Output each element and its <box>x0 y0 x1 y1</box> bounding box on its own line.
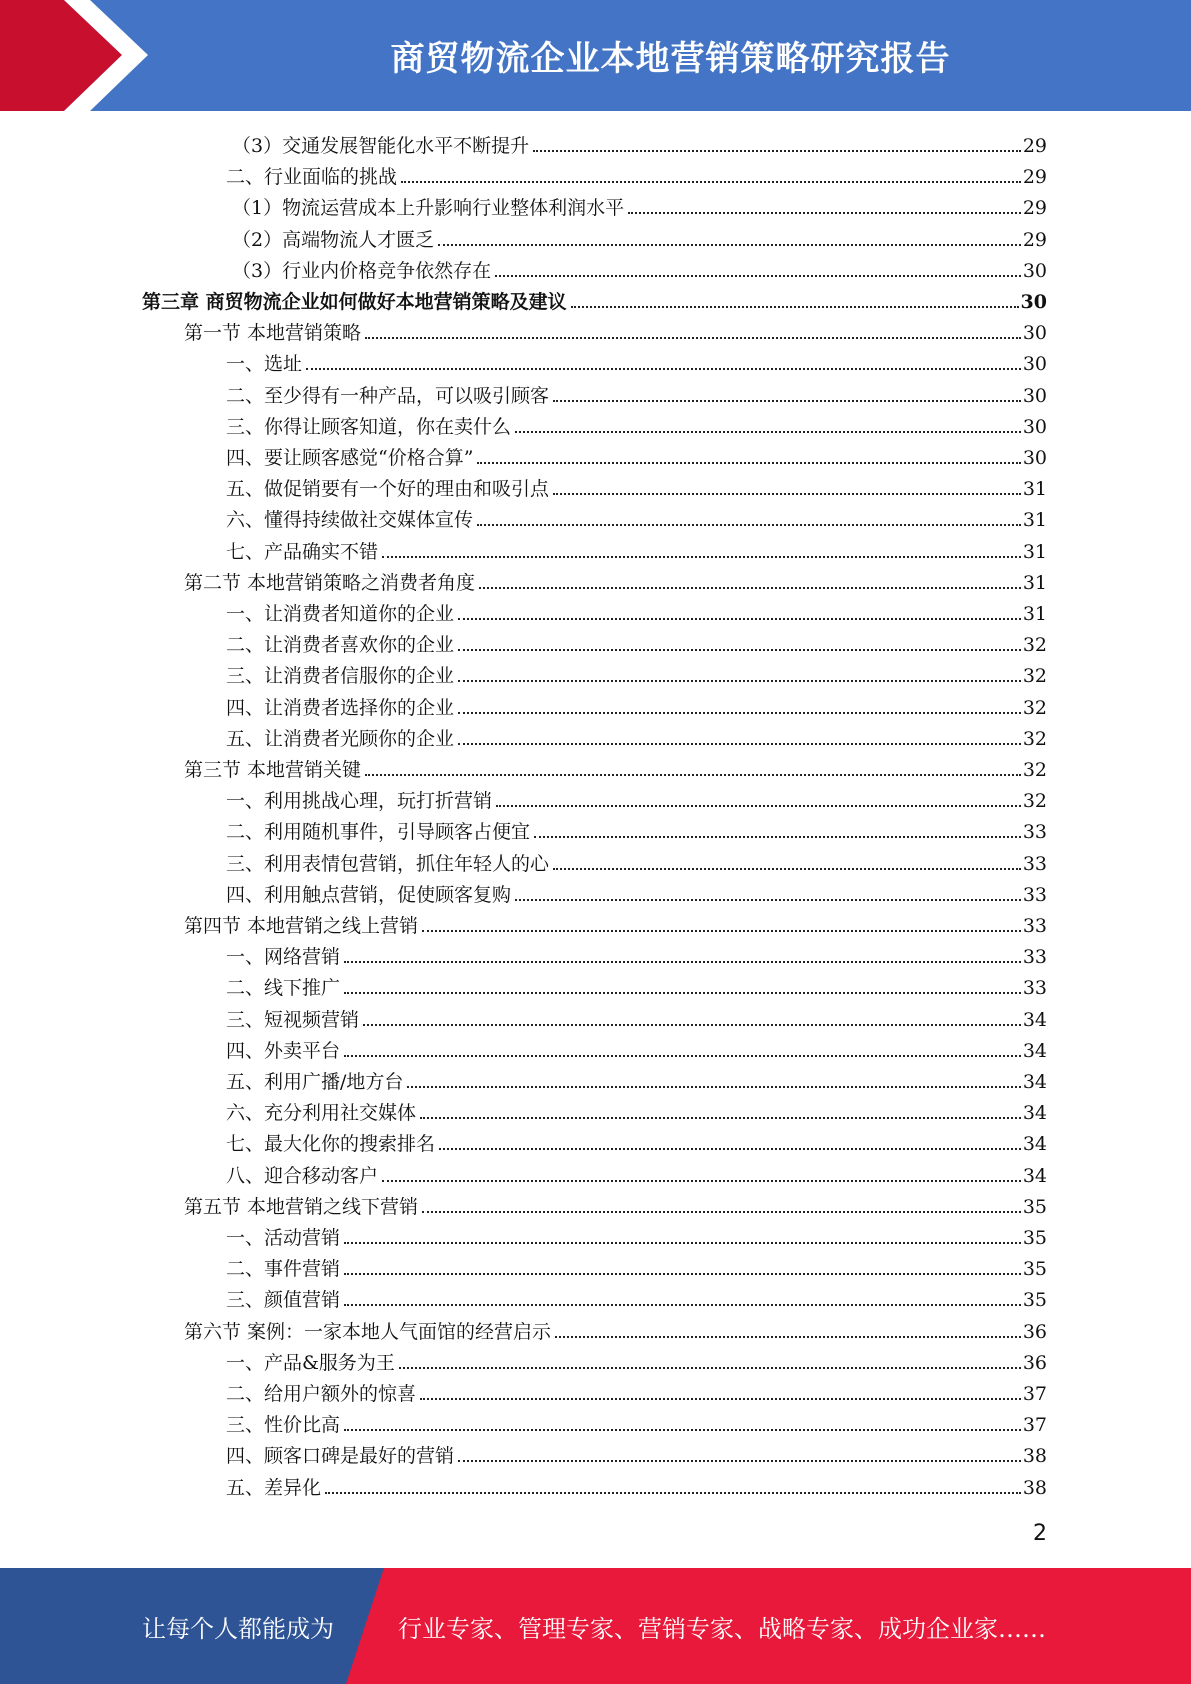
toc-entry-label: 四、让消费者选择你的企业 <box>226 696 455 719</box>
toc-dot-leader <box>382 556 1021 558</box>
toc-entry-label: 一、活动营销 <box>226 1227 341 1249</box>
toc-entry-page: 31 <box>1022 571 1047 594</box>
toc-entry-page: 32 <box>1022 727 1047 750</box>
toc-dot-leader <box>344 992 1021 994</box>
toc-item-entry[interactable] <box>226 1219 1047 1250</box>
toc-entry-label: 四、外卖平台 <box>226 1039 341 1062</box>
toc-dot-leader <box>365 337 1021 339</box>
toc-item-entry[interactable] <box>226 1001 1047 1032</box>
toc-dot-leader <box>458 712 1021 714</box>
toc-entry-label: 第一节 本地营销策略 <box>184 322 362 345</box>
toc-item-entry[interactable] <box>226 408 1047 439</box>
toc-section-entry[interactable] <box>184 564 1047 595</box>
toc-entry-page: 36 <box>1022 1320 1047 1343</box>
toc-entry-page: 34 <box>1022 1164 1047 1187</box>
toc-entry-page: 35 <box>1022 1227 1047 1249</box>
toc-item-entry[interactable] <box>226 501 1047 532</box>
toc-dot-leader <box>496 805 1021 807</box>
toc-entry-label: 六、充分利用社交媒体 <box>226 1102 417 1125</box>
toc-entry-label: 二、让消费者喜欢你的企业 <box>226 634 455 657</box>
toc-entry-label: （1）物流运营成本上升影响行业整体利润水平 <box>232 197 625 220</box>
toc-entry-label: 八、迎合移动客户 <box>226 1164 379 1187</box>
toc-dot-leader <box>477 524 1021 526</box>
toc-entry-label: 一、利用挑战心理，玩打折营销 <box>226 790 493 813</box>
toc-dot-leader <box>399 1367 1021 1369</box>
toc-chapter-entry[interactable] <box>142 283 1047 314</box>
toc-item-entry[interactable] <box>226 377 1047 408</box>
page-header <box>0 0 1191 111</box>
toc-dot-leader <box>420 1398 1021 1400</box>
toc-dot-leader <box>553 868 1021 870</box>
toc-entry-page: 30 <box>1022 259 1047 282</box>
page-number: 2 <box>1033 1521 1047 1546</box>
toc-entry-label: 第三节 本地营销关键 <box>184 759 362 781</box>
toc-entry-page: 30 <box>1022 353 1047 376</box>
toc-entry-page: 29 <box>1022 166 1047 189</box>
toc-entry-label: 二、行业面临的挑战 <box>226 166 398 189</box>
toc-entry-label: 五、做促销要有一个好的理由和吸引点 <box>226 478 550 501</box>
toc-item-entry[interactable] <box>226 1125 1047 1156</box>
toc-item-entry[interactable] <box>226 1344 1047 1375</box>
toc-entry-page: 35 <box>1022 1289 1047 1312</box>
toc-entry-label: 六、懂得持续做社交媒体宣传 <box>226 509 474 532</box>
toc-item-entry[interactable] <box>232 189 1047 220</box>
toc-entry-page: 32 <box>1022 665 1047 688</box>
toc-entry-label: 二、利用随机事件，引导顾客占便宜 <box>226 821 531 844</box>
toc-item-entry[interactable] <box>226 782 1047 813</box>
toc-entry-label: 三、颜值营销 <box>226 1289 341 1312</box>
toc-section-entry[interactable] <box>184 751 1047 782</box>
footer-slogan-right: 行业专家、管理专家、营销专家、战略专家、成功企业家…… <box>398 1614 1046 1643</box>
toc-entry-label: 二、事件营销 <box>226 1258 341 1281</box>
toc-entry-label: 一、产品&服务为王 <box>226 1351 395 1374</box>
toc-item-entry[interactable] <box>226 1157 1047 1188</box>
toc-entry-page: 31 <box>1022 603 1047 625</box>
toc-dot-leader <box>422 930 1021 932</box>
toc-entry-label: （3）交通发展智能化水平不断提升 <box>232 135 530 157</box>
toc-item-entry[interactable] <box>226 969 1047 1000</box>
toc-entry-page: 33 <box>1022 821 1047 844</box>
toc-entry-label: 一、选址 <box>226 353 303 376</box>
toc-entry-label: 三、短视频营销 <box>226 1008 360 1031</box>
toc-section-entry[interactable] <box>184 314 1047 345</box>
toc-dot-leader <box>365 774 1021 776</box>
toc-item-entry[interactable] <box>226 689 1047 720</box>
toc-item-entry[interactable] <box>226 1094 1047 1125</box>
toc-entry-page: 37 <box>1022 1383 1047 1405</box>
toc-item-entry[interactable] <box>226 439 1047 470</box>
toc-entry-page: 32 <box>1022 696 1047 719</box>
toc-item-entry[interactable] <box>226 876 1047 907</box>
toc-dot-leader <box>534 836 1021 838</box>
toc-dot-leader <box>553 493 1021 495</box>
toc-entry-label: 七、最大化你的搜索排名 <box>226 1133 436 1156</box>
toc-item-entry[interactable] <box>226 657 1047 688</box>
toc-dot-leader <box>344 1242 1021 1244</box>
toc-entry-page: 34 <box>1022 1102 1047 1125</box>
toc-dot-leader <box>533 150 1021 152</box>
toc-dot-leader <box>382 1180 1021 1182</box>
toc-item-entry[interactable] <box>226 845 1047 876</box>
toc-entry-label: 第四节 本地营销之线上营销 <box>184 915 419 937</box>
toc-entry-label: 五、差异化 <box>226 1476 322 1499</box>
toc-dot-leader <box>439 1148 1021 1150</box>
toc-item-entry[interactable] <box>226 1375 1047 1406</box>
toc-entry-page: 29 <box>1022 228 1047 251</box>
toc-section-entry[interactable] <box>184 907 1047 938</box>
toc-entry-label: 第五节 本地营销之线下营销 <box>184 1195 419 1218</box>
toc-dot-leader <box>495 275 1021 277</box>
toc-dot-leader <box>325 1492 1021 1494</box>
toc-dot-leader <box>628 212 1021 214</box>
toc-item-entry[interactable] <box>226 1469 1047 1500</box>
toc-entry-page: 37 <box>1022 1414 1047 1437</box>
toc-entry-label: 三、利用表情包营销，抓住年轻人的心 <box>226 852 550 875</box>
toc-entry-page: 30 <box>1022 415 1047 438</box>
toc-dot-leader <box>438 244 1021 246</box>
toc-dot-leader <box>458 618 1021 620</box>
toc-entry-page: 30 <box>1020 291 1047 313</box>
toc-entry-label: （2）高端物流人才匮乏 <box>232 228 435 251</box>
toc-dot-leader <box>553 400 1021 402</box>
toc-dot-leader <box>479 587 1021 589</box>
toc-entry-page: 31 <box>1022 478 1047 501</box>
toc-entry-label: 一、让消费者知道你的企业 <box>226 603 455 625</box>
toc-entry-label: 二、至少得有一种产品，可以吸引顾客 <box>226 384 550 407</box>
toc-entry-page: 30 <box>1022 447 1047 469</box>
toc-entry-label: （3）行业内价格竞争依然存在 <box>232 259 492 282</box>
toc-entry-label: 四、顾客口碑是最好的营销 <box>226 1445 455 1468</box>
toc-entry-label: 五、利用广播/地方台 <box>226 1071 404 1093</box>
toc-entry-page: 38 <box>1022 1445 1047 1468</box>
toc-entry-page: 32 <box>1022 634 1047 657</box>
toc-item-entry[interactable] <box>226 938 1047 969</box>
toc-dot-leader <box>515 899 1021 901</box>
toc-entry-label: 七、产品确实不错 <box>226 540 379 563</box>
toc-dot-leader <box>458 1460 1021 1462</box>
toc-dot-leader <box>458 743 1021 745</box>
toc-entry-page: 35 <box>1022 1258 1047 1281</box>
toc-dot-leader <box>306 368 1021 370</box>
toc-item-entry[interactable] <box>226 1406 1047 1437</box>
toc-entry-label: 二、线下推广 <box>226 977 341 1000</box>
toc-item-entry[interactable] <box>226 813 1047 844</box>
toc-item-entry[interactable] <box>226 158 1047 189</box>
toc-entry-label: 二、给用户额外的惊喜 <box>226 1383 417 1405</box>
toc-entry-page: 30 <box>1022 322 1047 345</box>
toc-dot-leader <box>422 1211 1021 1213</box>
toc-dot-leader <box>344 961 1021 963</box>
toc-entry-page: 31 <box>1022 540 1047 563</box>
toc-section-entry[interactable] <box>184 1313 1047 1344</box>
toc-entry-label: 三、性价比高 <box>226 1414 341 1437</box>
report-title: 商贸物流企业本地营销策略研究报告 <box>390 39 951 79</box>
toc-entry-label: 第三章 商贸物流企业如何做好本地营销策略及建议 <box>142 291 567 313</box>
toc-item-entry[interactable] <box>226 1437 1047 1468</box>
toc-entry-page: 33 <box>1022 915 1047 937</box>
toc-section-entry[interactable] <box>184 1188 1047 1219</box>
toc-dot-leader <box>344 1304 1021 1306</box>
toc-entry-page: 32 <box>1022 790 1047 813</box>
toc-entry-page: 35 <box>1022 1195 1047 1218</box>
toc-dot-leader <box>458 680 1021 682</box>
toc-entry-page: 33 <box>1022 883 1047 906</box>
toc-entry-page: 29 <box>1022 135 1047 157</box>
toc-item-entry[interactable] <box>232 252 1047 283</box>
toc-item-entry[interactable] <box>226 1032 1047 1063</box>
toc-entry-page: 29 <box>1022 197 1047 220</box>
toc-dot-leader <box>363 1024 1021 1026</box>
toc-item-entry[interactable] <box>226 626 1047 657</box>
toc-item-entry[interactable] <box>226 1250 1047 1281</box>
toc-item-entry[interactable] <box>226 345 1047 376</box>
toc-entry-label: 四、利用触点营销，促使顾客复购 <box>226 883 512 906</box>
toc-dot-leader <box>477 462 1020 464</box>
toc-dot-leader <box>344 1429 1021 1431</box>
toc-entry-label: 四、要让顾客感觉“价格合算” <box>226 447 474 469</box>
toc-dot-leader <box>458 649 1021 651</box>
toc-entry-page: 34 <box>1022 1039 1047 1062</box>
toc-dot-leader <box>401 181 1021 183</box>
toc-item-entry[interactable] <box>226 1281 1047 1312</box>
toc-entry-page: 33 <box>1022 977 1047 1000</box>
toc-entry-page: 33 <box>1022 946 1047 969</box>
toc-dot-leader <box>420 1117 1021 1119</box>
footer-slogan-left: 让每个人都能成为 <box>142 1614 334 1643</box>
toc-dot-leader <box>407 1086 1020 1088</box>
toc-entry-page: 34 <box>1022 1133 1047 1156</box>
toc-dot-leader <box>515 431 1021 433</box>
toc-entry-page: 34 <box>1022 1071 1047 1093</box>
toc-entry-label: 三、让消费者信服你的企业 <box>226 665 455 688</box>
toc-entry-page: 31 <box>1022 509 1047 532</box>
toc-entry-page: 30 <box>1022 384 1047 407</box>
page-footer <box>0 1568 1191 1684</box>
toc-entry-label: 第六节 案例：一家本地人气面馆的经营启示 <box>184 1320 552 1343</box>
toc-item-entry[interactable] <box>232 127 1047 158</box>
toc-item-entry[interactable] <box>226 720 1047 751</box>
toc-dot-leader <box>344 1055 1021 1057</box>
toc-item-entry[interactable] <box>226 595 1047 626</box>
toc-entry-label: 一、网络营销 <box>226 946 341 969</box>
toc-dot-leader <box>555 1336 1021 1338</box>
toc-item-entry[interactable] <box>226 1063 1047 1094</box>
toc-entry-page: 33 <box>1022 852 1047 875</box>
toc-item-entry[interactable] <box>226 470 1047 501</box>
toc-item-entry[interactable] <box>226 533 1047 564</box>
toc-entry-label: 三、你得让顾客知道，你在卖什么 <box>226 415 512 438</box>
toc-dot-leader <box>344 1273 1021 1275</box>
toc-entry-page: 32 <box>1022 759 1047 781</box>
toc-entry-label: 五、让消费者光顾你的企业 <box>226 727 455 750</box>
toc-entry-label: 第二节 本地营销策略之消费者角度 <box>184 571 476 594</box>
toc-entry-page: 34 <box>1022 1008 1047 1031</box>
toc-entry-page: 36 <box>1022 1351 1047 1374</box>
toc-entry-page: 38 <box>1022 1476 1047 1499</box>
toc-item-entry[interactable] <box>232 221 1047 252</box>
toc-dot-leader <box>571 306 1019 308</box>
